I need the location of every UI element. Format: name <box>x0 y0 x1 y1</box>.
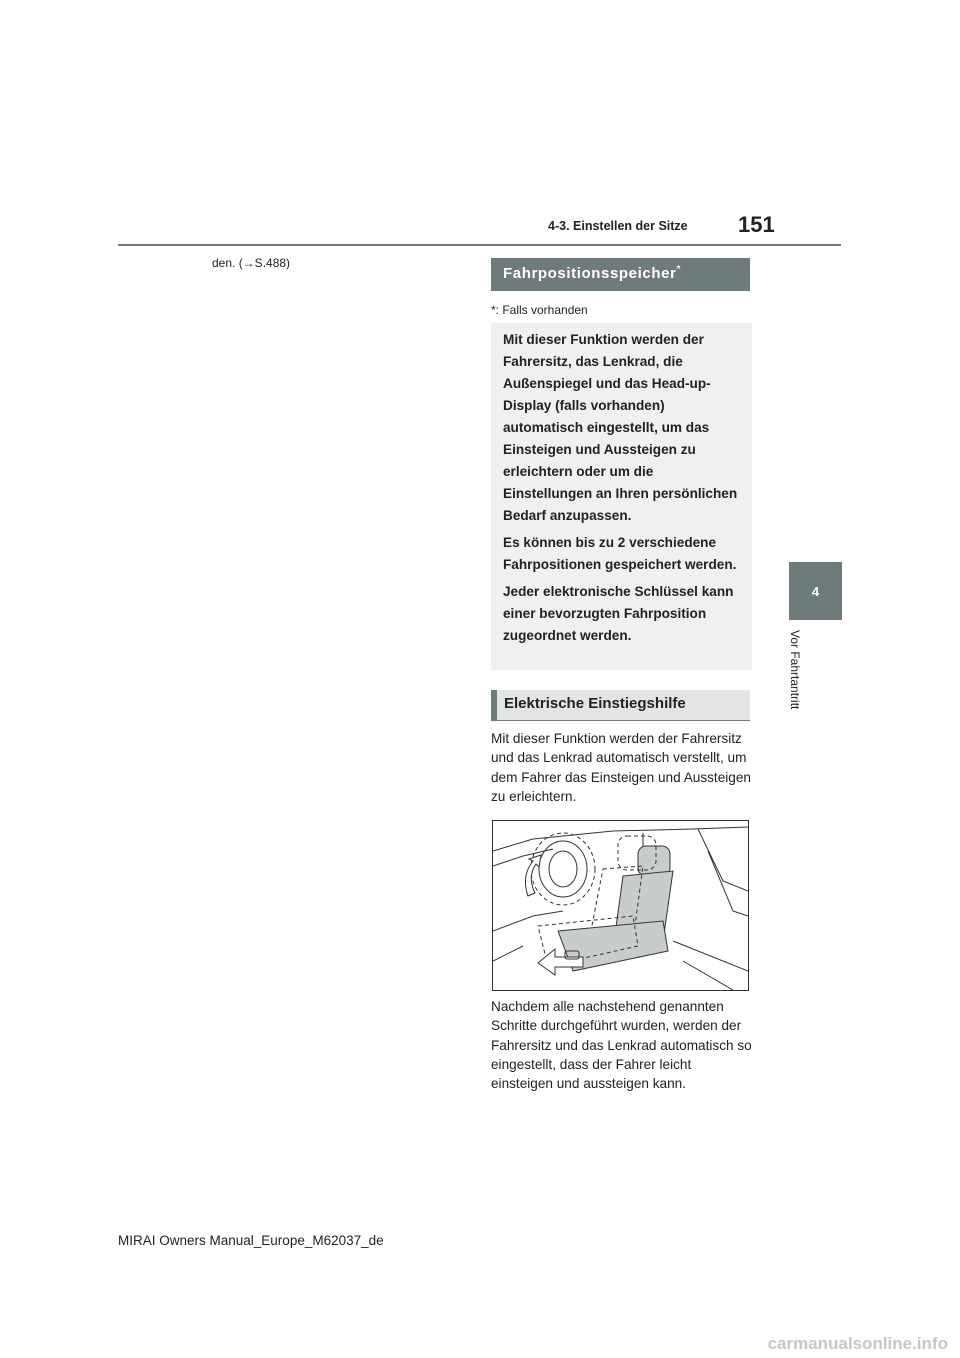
memory-heading-text: Fahrpositionsspeicher <box>503 265 677 282</box>
info-paragraph: Es können bis zu 2 verschiedene Fahrpositionen gespeichert werden. <box>503 535 737 572</box>
chapter-number: 4 <box>811 583 820 599</box>
seat-illustration <box>492 820 749 991</box>
info-paragraph: Jeder elektronische Schlüssel kann einer bevorzugten Fahrposition zugeordnet werden. <box>503 584 734 643</box>
footer-text: MIRAI Owners Manual_Europe_M62037_de <box>118 1233 384 1248</box>
chapter-title: Vor Fahrtantritt <box>788 630 802 710</box>
entry-paragraph-2: Nachdem alle nachstehend genannten Schritte durchgeführt wurden, werden der Fahrersitz und das Lenkrad automatisch so eingestellt, dass der Fahrer leicht einsteigen und aussteigen kann. <box>491 999 752 1092</box>
info-paragraph: Mit dieser Funktion werden der Fahrersitz, das Lenkrad, die Außenspiegel und das Head-up-Display (falls vorhanden) automatisch eingestellt, um das Einsteigen und Aussteigen zu erleichtern oder um die Einstellungen an Ihren persönlichen Bedarf anzupassen. <box>503 332 738 523</box>
section-title: 4-3. Einstellen der Sitze <box>548 219 688 233</box>
chapter-tab <box>789 562 842 620</box>
seat-drawing <box>493 821 748 990</box>
page-number: 151 <box>738 212 775 237</box>
memory-info-box <box>491 323 752 670</box>
entry-assist-heading: Elektrische Einstiegshilfe <box>491 690 750 721</box>
entry-paragraph-1: Mit dieser Funktion werden der Fahrersitz und das Lenkrad automatisch verstellt, um dem Fahrer das Einsteigen und Aussteigen zu erleichtern. <box>491 731 751 804</box>
memory-heading <box>491 258 750 291</box>
memory-heading-marker: * <box>676 264 681 275</box>
left-column-fragment: den. (→S.488) <box>212 256 291 270</box>
header-rule <box>118 244 841 246</box>
footnote: *: Falls vorhanden <box>491 303 588 317</box>
watermark: carmanualsonline.info <box>767 1334 948 1353</box>
chapter-side-label <box>788 630 808 730</box>
